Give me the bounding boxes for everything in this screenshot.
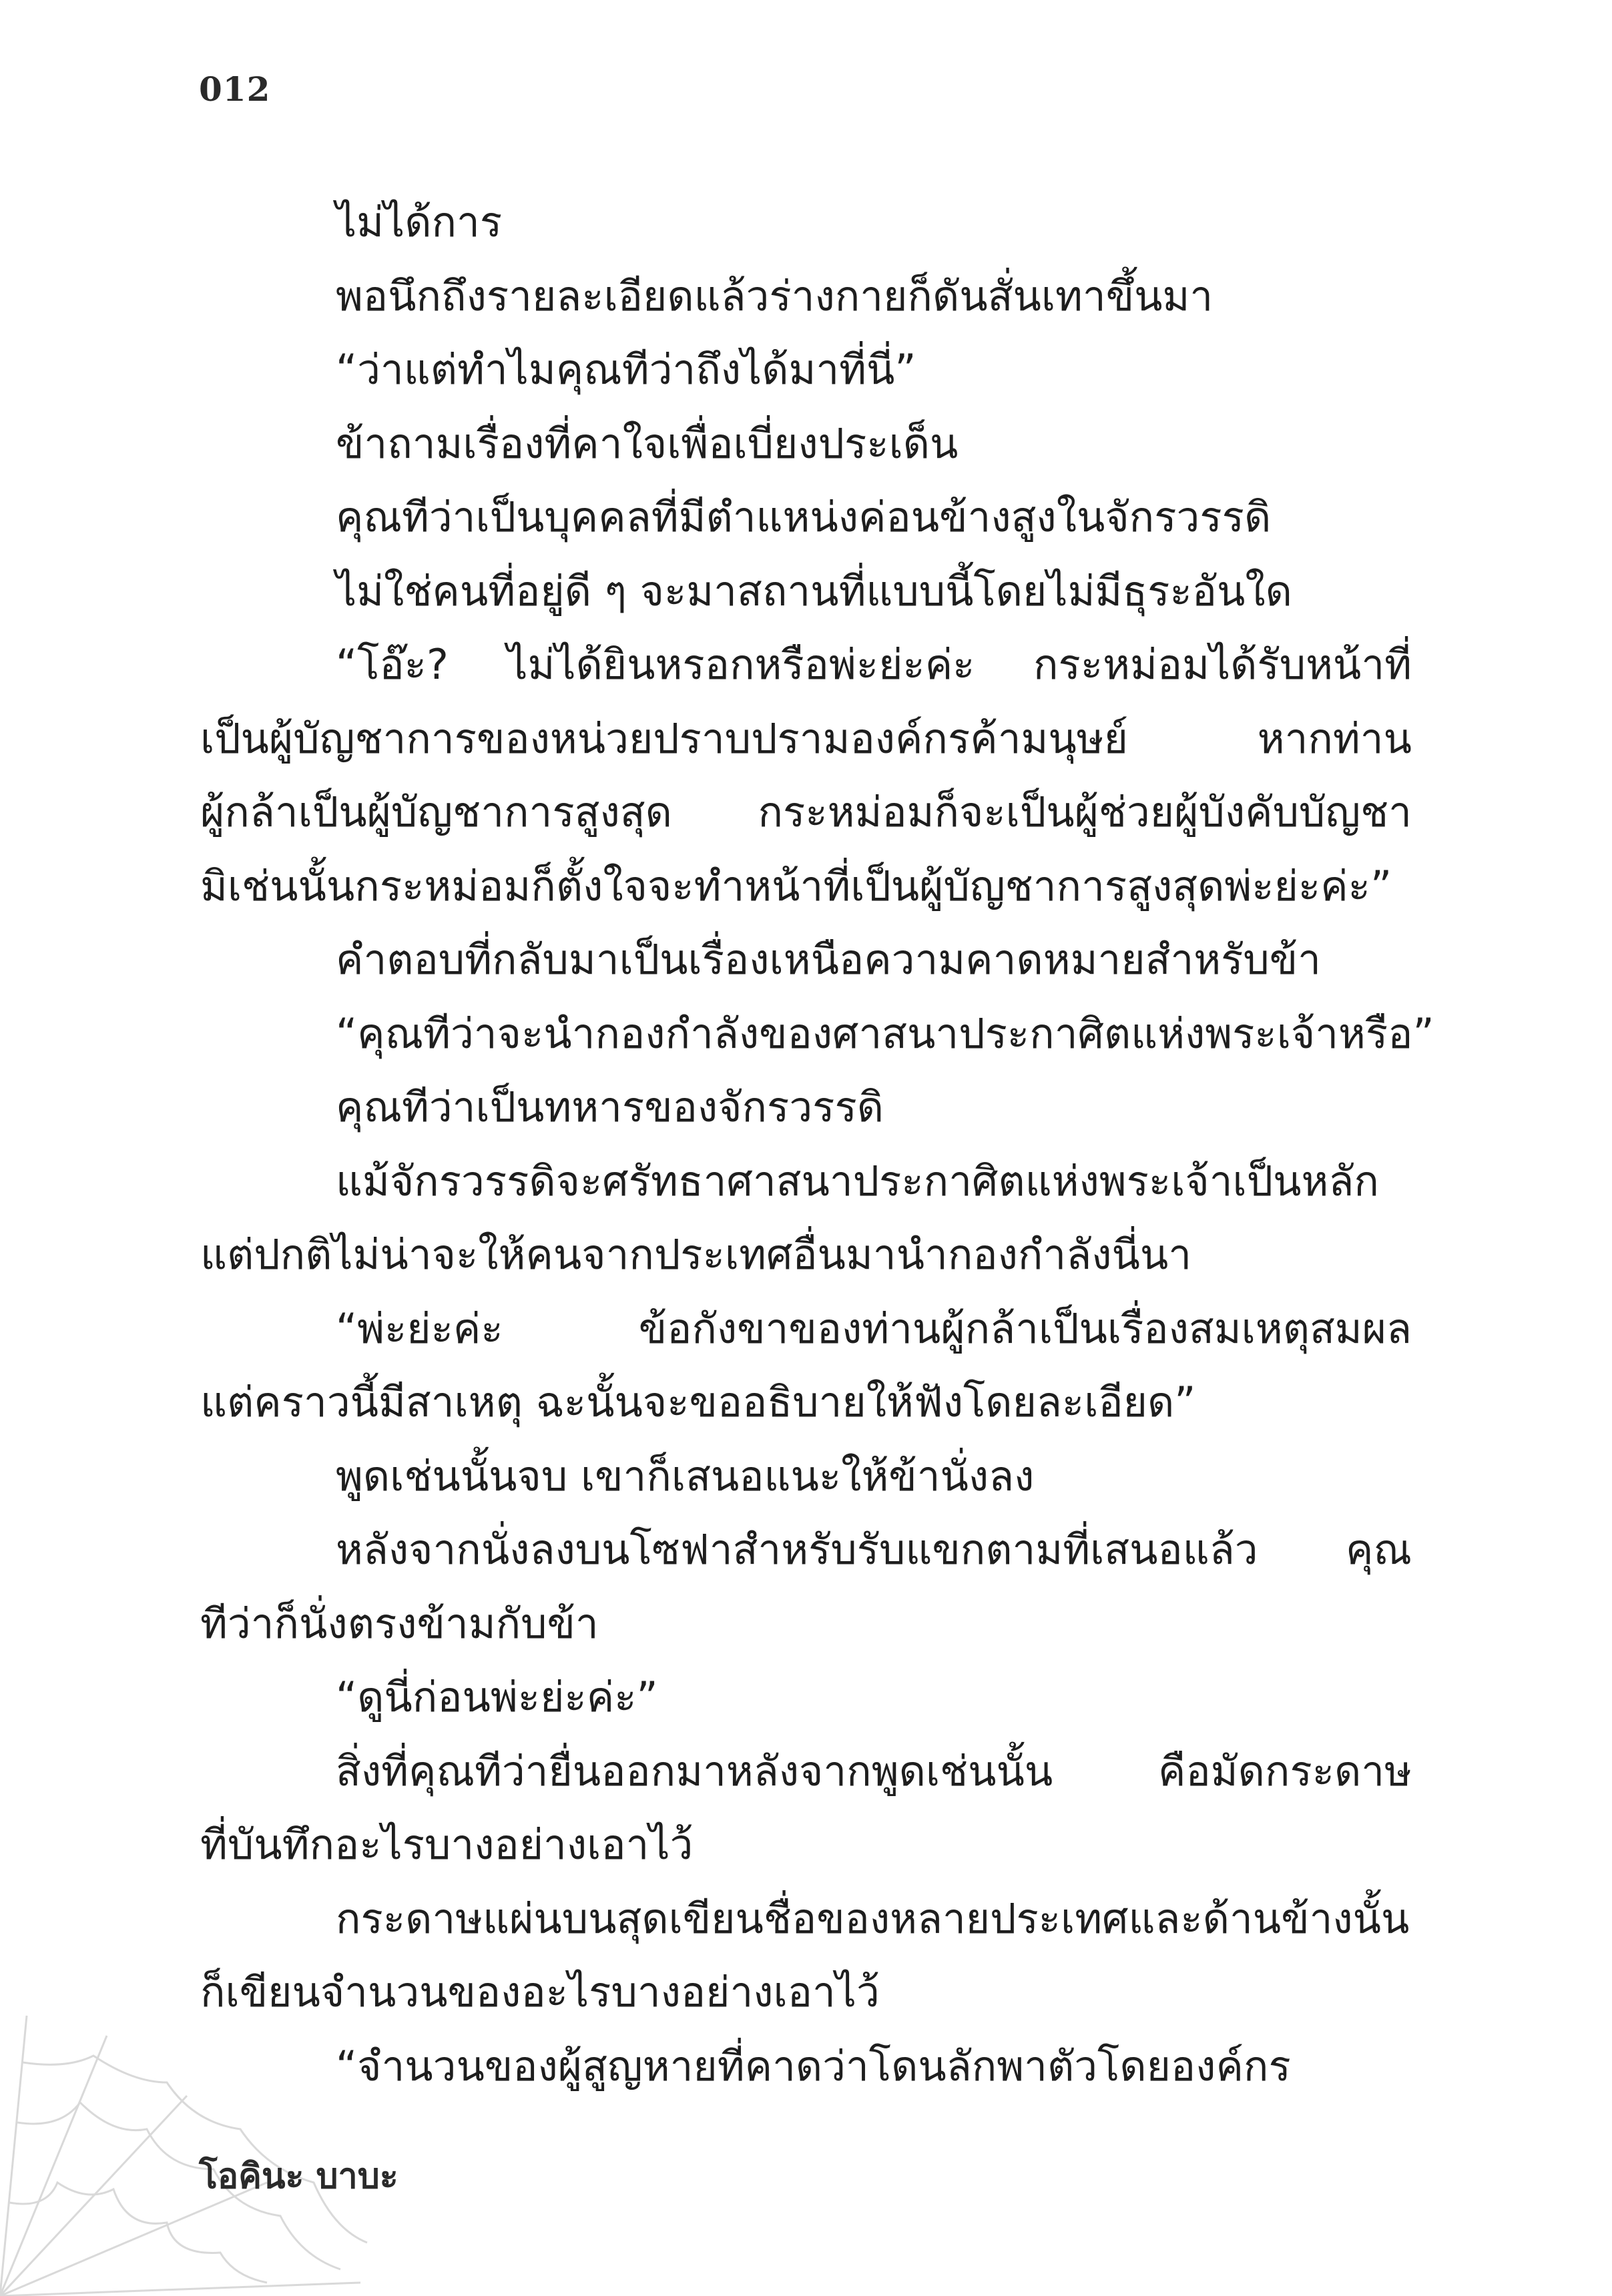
text-line: หลังจากนั่งลงบนโซฟาสำหรับรับแขกตามที่เสนอแล้ว คุณ [336,1525,1412,1574]
text-line: กระดาษแผ่นบนสุดเขียนชื่อของหลายประเทศและด้านข้างนั้น [336,1894,1410,1943]
text-line: ผู้กล้าเป็นผู้บัญชาการสูงสุด กระหม่อมก็จะเป็นผู้ช่วยผู้บังคับบัญชา [200,788,1412,836]
text-line: “โอ๊ะ? ไม่ได้ยินหรอกหรือพ่ะย่ะค่ะ กระหม่อมได้รับหน้าที่ [336,640,1412,689]
text-line: มิเช่นนั้นกระหม่อมก็ตั้งใจจะทำหน้าที่เป็นผู้บัญชาการสูงสุดพ่ะย่ะค่ะ” [200,861,1392,910]
text-line: ไม่ได้การ [336,198,503,246]
text-line: “ว่าแต่ทำไมคุณทีว่าถึงได้มาที่นี่” [336,345,916,394]
text-line: ที่บันทึกอะไรบางอย่างเอาไว้ [200,1820,694,1869]
text-line: คำตอบที่กลับมาเป็นเรื่องเหนือความคาดหมายสำหรับข้า [336,935,1321,984]
text-line: แต่คราวนี้มีสาเหตุ ฉะนั้นจะขออธิบายให้ฟังโดยละเอียด” [200,1378,1196,1426]
author-name: โอคินะ บาบะ [199,2157,398,2197]
text-line: พอนึกถึงรายละเอียดแล้วร่างกายก็ดันสั่นเทาขึ้นมา [336,271,1214,320]
text-line: คุณทีว่าเป็นทหารของจักรวรรดิ [336,1083,884,1131]
text-line: สิ่งที่คุณทีว่ายื่นออกมาหลังจากพูดเช่นนั้น คือมัดกระดาษ [336,1746,1412,1795]
body-text [200,186,1434,2103]
text-line: คุณทีว่าเป็นบุคคลที่มีตำแหน่งค่อนข้างสูงในจักรวรรดิ [336,493,1272,541]
text-line: “พ่ะย่ะค่ะ ข้อกังขาของท่านผู้กล้าเป็นเรื่องสมเหตุสมผล [336,1304,1412,1353]
text-line: แม้จักรวรรดิจะศรัทธาศาสนาประกาศิตแห่งพระเจ้าเป็นหลัก [336,1156,1379,1205]
text-line: “ดูนี่ก่อนพ่ะย่ะค่ะ” [336,1673,658,1721]
spider-web-decoration [0,1989,374,2296]
text-line: ข้าถามเรื่องที่คาใจเพื่อเบี่ยงประเด็น [336,418,959,468]
text-line: “คุณทีว่าจะนำกองกำลังของศาสนาประกาศิตแห่งพระเจ้าหรือ” [336,1009,1434,1058]
page-number: 012 [199,69,271,109]
text-line: เป็นผู้บัญชาการของหน่วยปราบปรามองค์กรค้ามนุษย์ หากท่าน [200,713,1412,763]
text-line: ก็เขียนจำนวนของอะไรบางอย่างเอาไว้ [200,1968,880,2016]
text-line: ไม่ใช่คนที่อยู่ดี ๆ จะมาสถานที่แบบนี้โดยไม่มีธุระอันใด [336,566,1292,615]
text-line: พูดเช่นนั้นจบ เขาก็เสนอแนะให้ข้านั่งลง [336,1451,1035,1500]
text-line: แต่ปกติไม่น่าจะให้คนจากประเทศอื่นมานำกองกำลังนี่นา [200,1230,1192,1279]
text-line: “จำนวนของผู้สูญหายที่คาดว่าโดนลักพาตัวโดยองค์กร [336,2041,1291,2090]
text-line: ทีว่าก็นั่งตรงข้ามกับข้า [200,1599,599,1648]
